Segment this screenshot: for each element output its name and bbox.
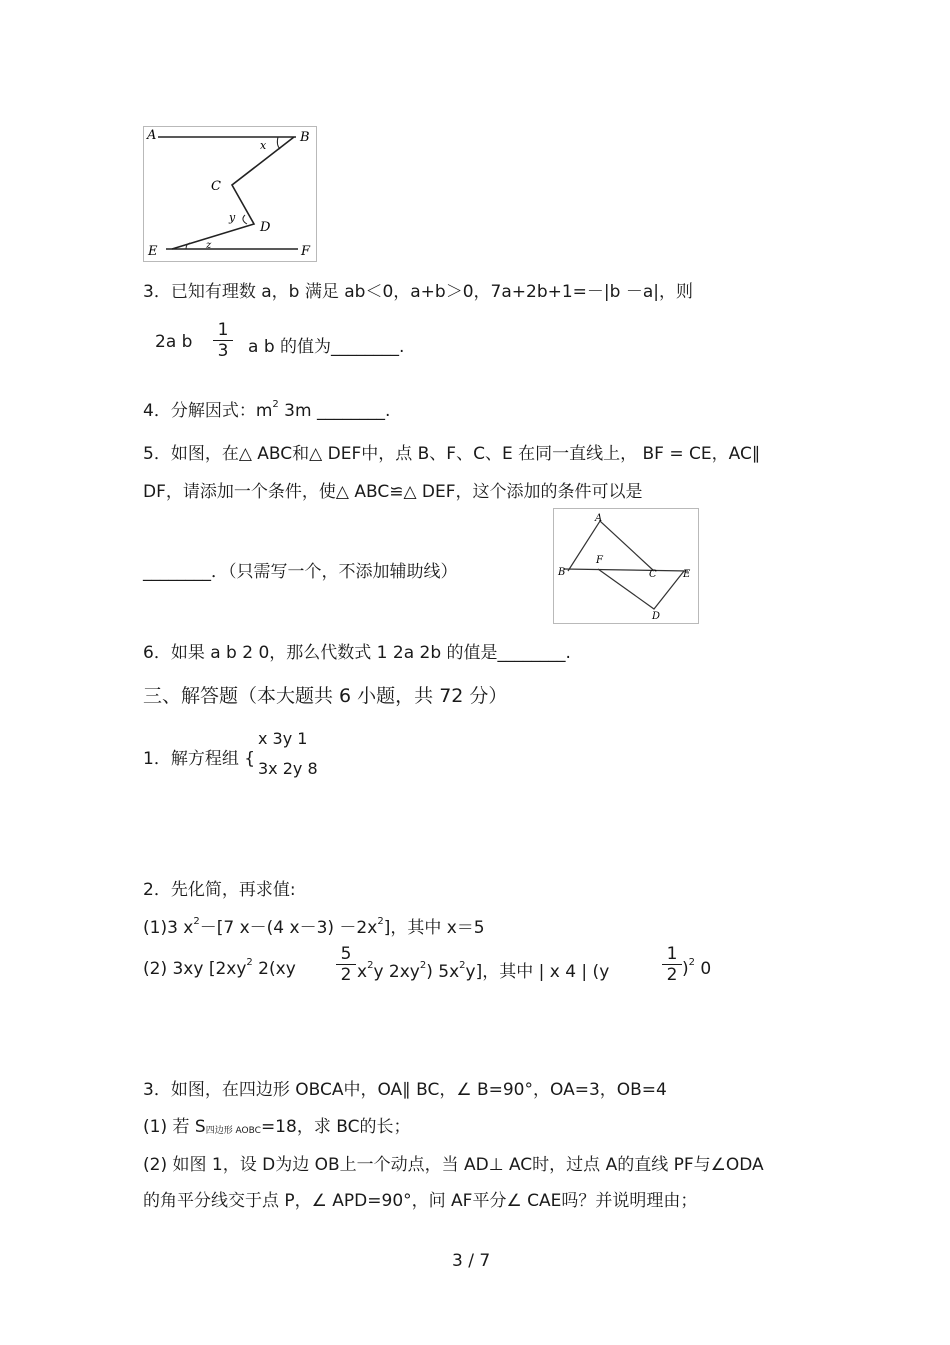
label-B: B [300,130,310,145]
label-B: B [558,567,566,578]
fraction-numerator: 1 [662,944,682,965]
p1a: (1)3 x [143,918,194,938]
solve-3-line2 [143,1112,410,1137]
solve-2-part1 [143,913,485,938]
equation-1: x 3y 1 [258,729,308,748]
solve-2-label: 2．先化简，再求值: [143,880,296,900]
section-heading: 三、解答题（本大题共 6 小题，共 72 分） [143,685,508,707]
fraction-one-half [662,944,682,985]
p2c: x [357,962,368,982]
page-number: 3 / 7 [452,1251,491,1271]
p2b: 2(xy [252,959,296,979]
label-E: E [148,244,158,259]
solve-2-part2-c [682,957,711,979]
question-5-line3: ________．（只需写一个，不添加辅助线） [143,562,458,582]
fraction-numerator: 1 [213,320,233,341]
fraction-denominator: 2 [340,965,352,985]
question-3-expr-post: a b 的值为________. [248,337,405,357]
question-5-line1: 5．如图，在△ ABC和△ DEF中，点 B、F、C、E 在同一直线上， BF = CE，AC∥ [143,444,761,464]
p1c: ]，其中 x＝5 [383,918,485,938]
question-4 [143,396,390,421]
p2-exp3: 2 [419,960,427,971]
q4-post: 3m ________. [278,401,391,421]
label-E: E [683,569,691,580]
label-A: A [147,128,157,143]
p2-exp1: 2 [246,957,253,968]
question-3-expr-pre: 2a b [155,332,193,352]
p2g: ) [682,959,689,979]
p1-exp2: 2 [377,916,384,927]
p2e: ) 5x [426,962,460,982]
question-3-line1: 3．已知有理数 a，b 满足 ab＜0，a+b＞0，7a+2b+1=－|b －a|，则 [143,282,693,302]
label-y: y [229,211,236,224]
question-6: 6．如果 a b 2 0，那么代数式 1 2a 2b 的值是________. [143,643,571,663]
p1-exp1: 2 [193,916,200,927]
equation-2: 3x 2y 8 [258,759,318,778]
q4-exponent: 2 [272,399,279,410]
triangles-diagram [554,509,698,623]
zigzag-diagram [144,127,316,261]
fraction-denominator: 2 [666,965,678,985]
label-A: A [595,513,603,524]
solve-3-line1: 3．如图，在四边形 OBCA中，OA∥ BC，∠ B=90°，OA=3，OB=4 [143,1080,667,1100]
q4-pre: 4．分解因式：m [143,401,273,421]
p2-exp5: 2 [688,957,696,968]
fraction-numerator: 5 [336,944,356,965]
label-F: F [596,555,603,566]
figure-zigzag-lines [143,126,317,262]
label-x: x [260,139,267,152]
p2h: 0 [695,959,712,979]
p2-exp2: 2 [367,960,374,971]
question-5-line2: DF，请添加一个条件，使△ ABC≌△ DEF，这个添加的条件可以是 [143,482,643,502]
p2d: y 2xy [373,962,420,982]
p2f: y]，其中 | x 4 | (y [465,962,610,982]
label-C: C [649,569,657,580]
label-D: D [260,220,271,235]
s3-subscript: 四边形 AOBC [205,1126,261,1136]
label-C: C [211,179,221,194]
fraction-five-halves [336,944,356,985]
label-F: F [301,244,311,259]
fraction-denominator: 3 [217,341,229,361]
label-D: D [652,611,661,622]
p2-exp4: 2 [459,960,466,971]
s3-line2b: =18，求 BC的长； [260,1117,411,1137]
label-z: z [206,240,212,251]
figure-triangles [553,508,699,624]
s3-line2a: (1) 若 S [143,1117,206,1137]
solve-2-part2-a [143,957,296,979]
solve-2-part2-b [357,957,609,982]
p2a: (2) 3xy [2xy [143,959,247,979]
solve-1-label: 1．解方程组 { [143,749,256,769]
fraction-one-third [213,320,233,361]
solve-3-line4: 的角平分线交于点 P，∠ APD=90°，问 AF平分∠ CAE吗？并说明理由； [143,1191,698,1211]
p1b: －[7 x－(4 x－3) －2x [199,918,378,938]
solve-3-line3: (2) 如图 1，设 D为边 OB上一个动点，当 AD⊥ AC时，过点 A的直线 PF与∠ODA [143,1155,764,1175]
